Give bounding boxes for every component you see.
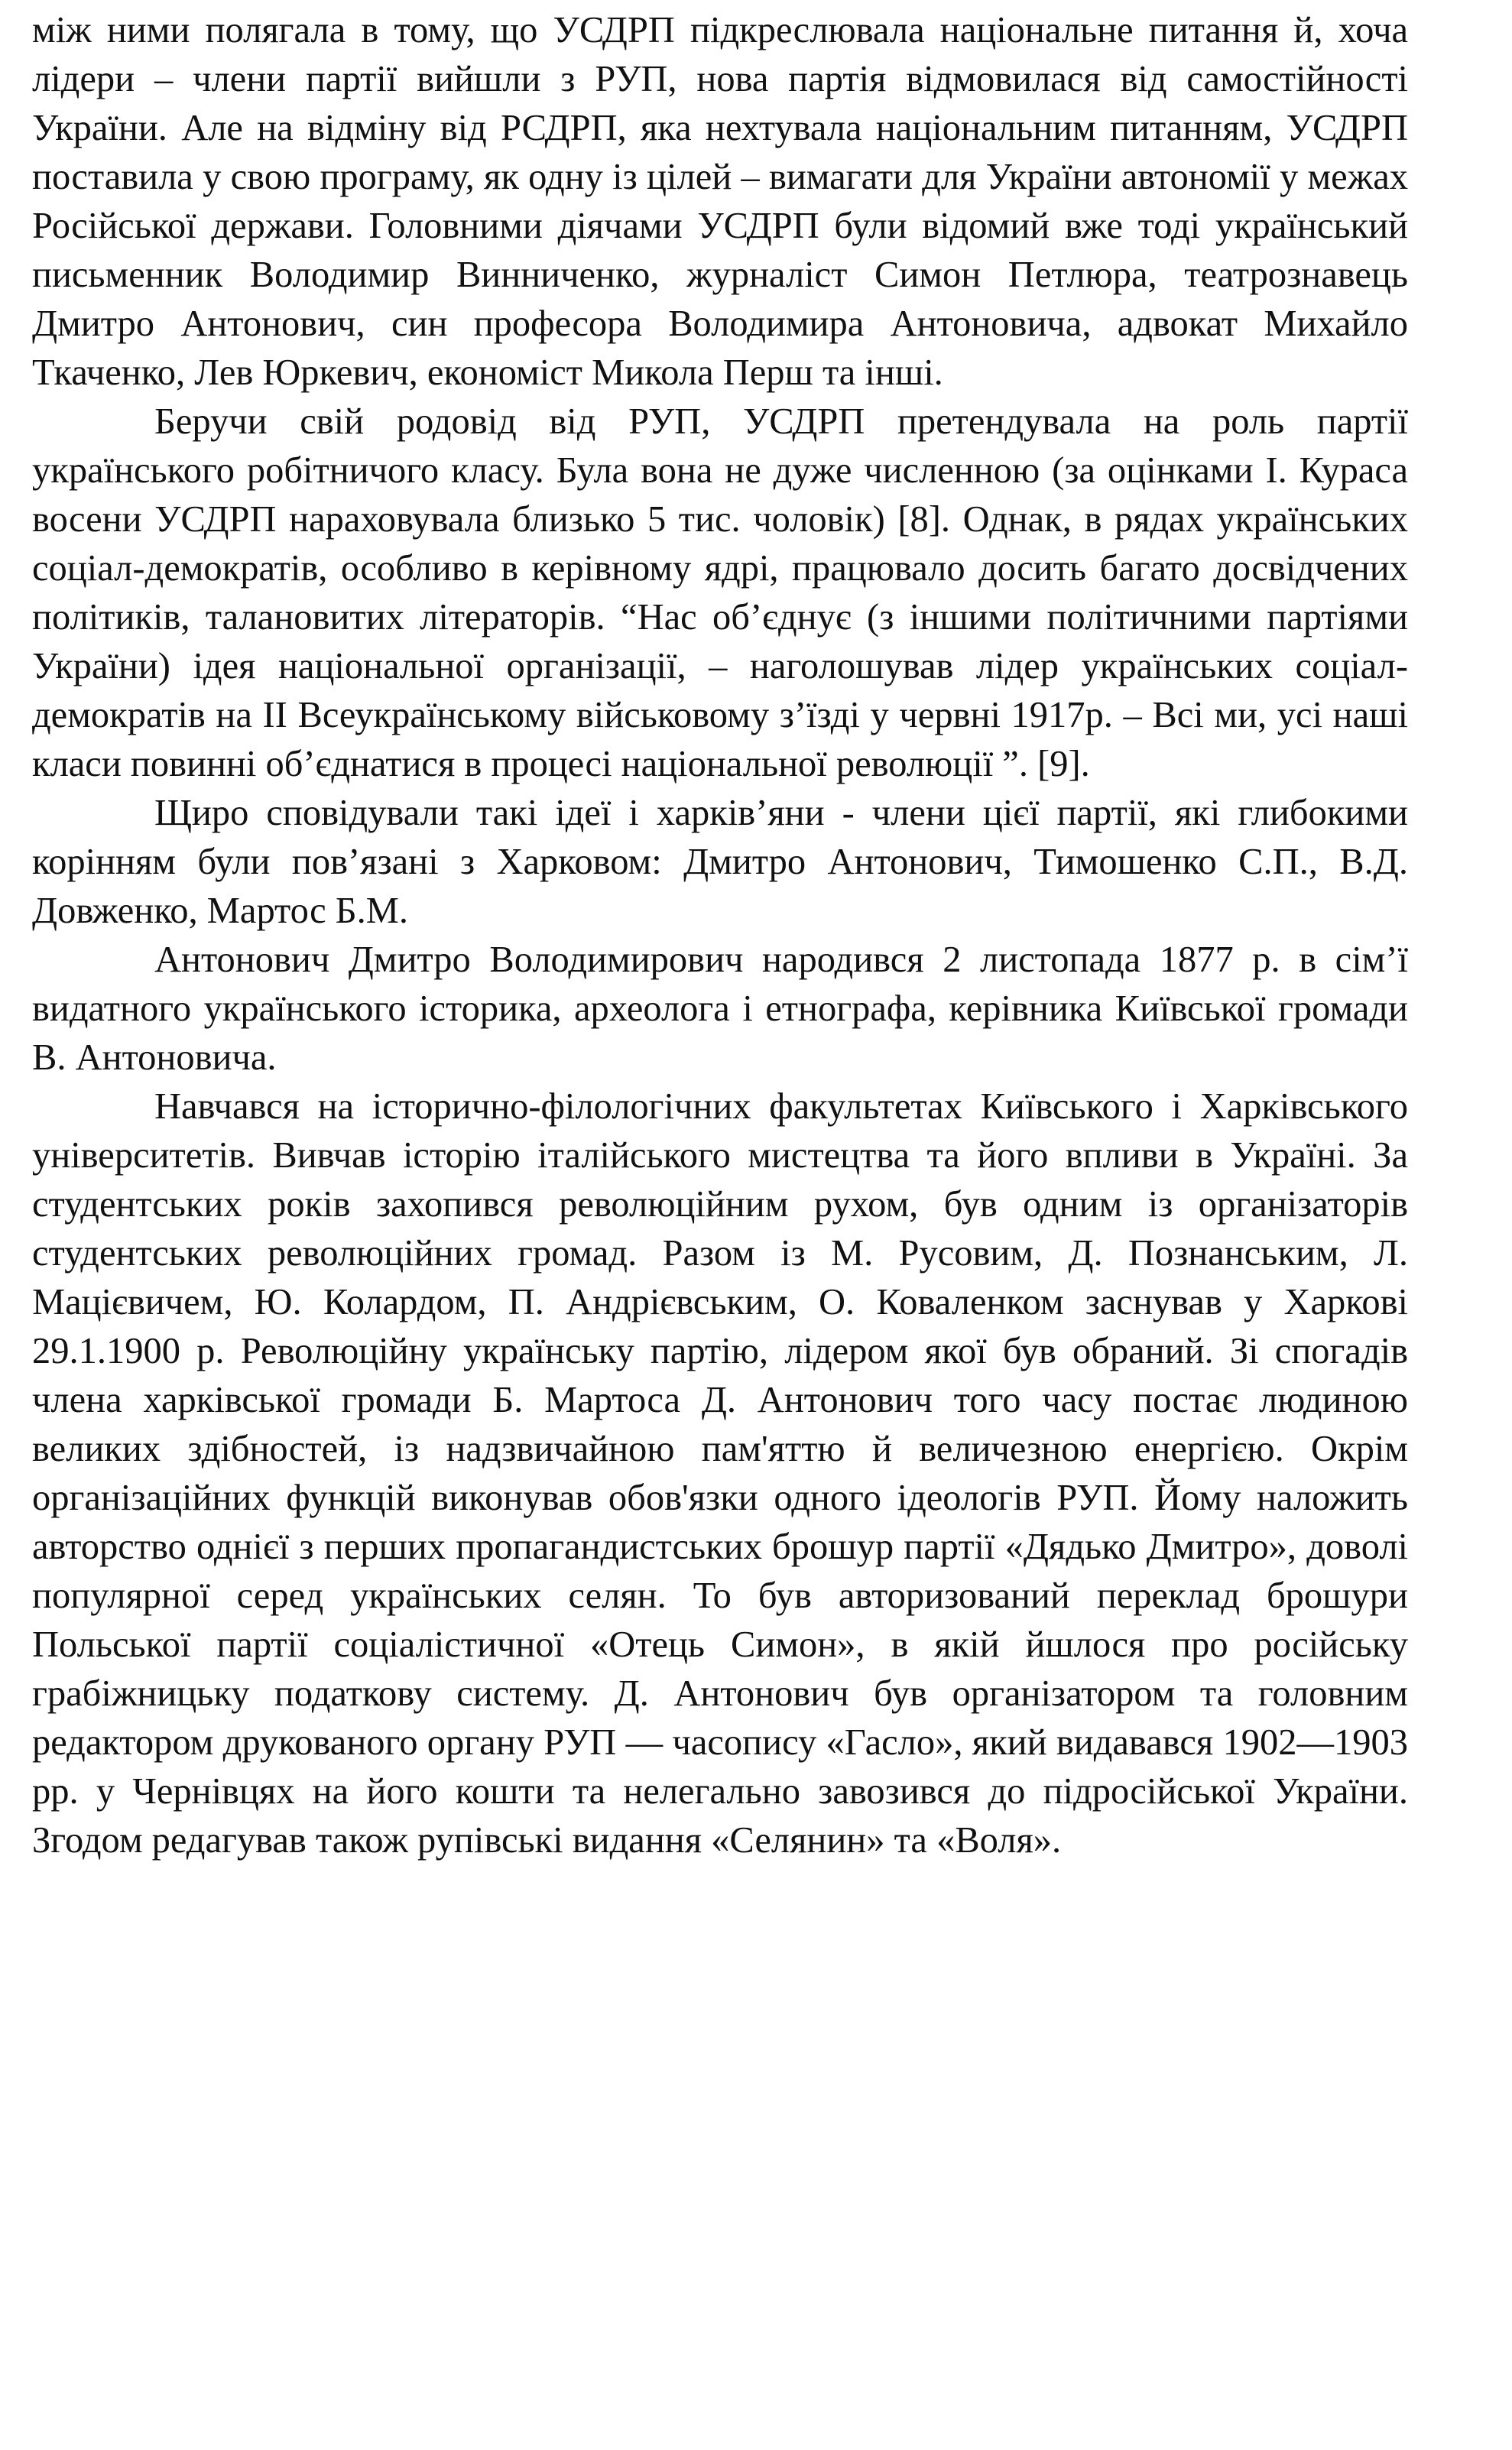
paragraph-usdrp-class-role: Беручи свій родовід від РУП, УСДРП претендувала на роль партії українського робітничого класу. Була вона не дуже численною (за оцінками І. Кураса восени УСДРП нараховувала близько 5 тис. чоловік) [8]. Однак, в рядах українських соціал-демократів, особливо в керівному ядрі, працювало досить багато досвідчених політиків, талановитих літераторів. “Нас об’єднує (з іншими політичними партіями України) ідея національної організації, – наголошував лідер українських соціал-демократів на ІІ Всеукраїнському військовому з’їзді у червні 1917р. – Всі ми, усі наші класи повинні об’єднатися в процесі національної революції ”. [9]. [32,401,1408,784]
paragraph-antonovych-biography: Навчався на історично-філологічних факультетах Київського і Харківського університетів. Вивчав історію італійського мистецтва та його впливи в Україні. За студентських років захопився революційним рухом, був одним із організаторів студентських революційних громад. Разом із М. Русовим, Д. Познанським, Л. Мацієвичем, Ю. Колардом, П. Андрієвським, О. Коваленком заснував у Харкові 29.1.1900 р. Революційну українську партію, лідером якої був обраний. Зі спогадів члена харківської громади Б. Мартоса Д. Антонович того часу постає людиною великих здібностей, із надзвичайною пам'яттю й величезною енергією. Окрім організаційних функцій виконував обов'язки одного ідеологів РУП. Йому наложить авторство однієї з перших пропагандистських брошур партії «Дядько Дмитро», доволі популярної серед українських селян. То був авторизований переклад брошури Польської партії соціалістичної «Отець Симон», в якій йшлося про російську грабіжницьку податкову систему. Д. Антонович був організатором та головним редактором друкованого органу РУП — часопису «Гасло», який видавався 1902—1903 рр. у Чернівцях на його кошти та нелегально завозився до підросійської України. Згодом редагував також рупівські видання «Селянин» та «Воля». [32,1086,1408,1861]
document-page [32,6,1408,1865]
paragraph-usdrp-program: між ними полягала в тому, що УСДРП підкреслювала національне питання й, хоча лідери – члени партії вийшли з РУП, нова партія відмовилася від самостійності України. Але на відміну від РСДРП, яка нехтувала національним питанням, УСДРП поставила у свою програму, як одну із цілей – вимагати для України автономії у межах Російської держави. Головними діячами УСДРП були відомий вже тоді український письменник Володимир Винниченко, журналіст Симон Петлюра, театрознавець Дмитро Антонович, син професора Володимира Антоновича, адвокат Михайло Ткаченко, Лев Юркевич, економіст Микола Перш та інші. [32,10,1408,393]
paragraph-antonovych-birth: Антонович Дмитро Володимирович народився 2 листопада 1877 р. в сім’ї видатного українського історика, археолога і етнографа, керівника Київської громади В. Антоновича. [32,939,1408,1078]
paragraph-kharkiv-members: Щиро сповідували такі ідеї і харків’яни - члени цієї партії, які глибокими корінням були пов’язані з Харковом: Дмитро Антонович, Тимошенко С.П., В.Д. Довженко, Мартос Б.М. [32,793,1408,931]
